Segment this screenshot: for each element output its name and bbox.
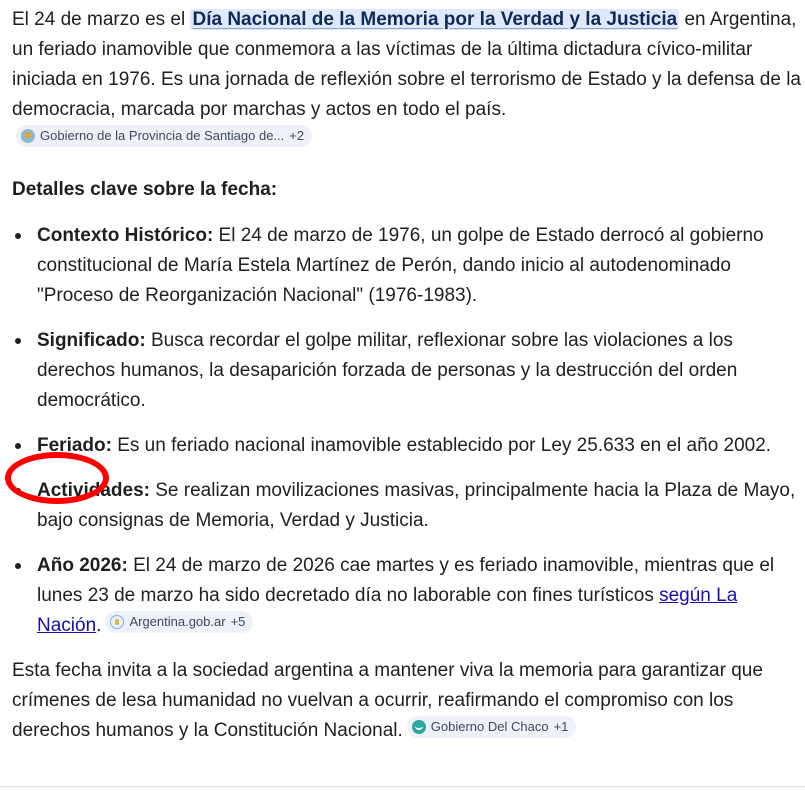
item-title: Actividades: bbox=[37, 480, 150, 501]
item-title: Contexto Histórico: bbox=[37, 225, 214, 246]
item-text: Se realizan movilizaciones masivas, principalmente hacia la Plaza de Mayo, bajo consignas de Memoria, Verdad y Justicia. bbox=[37, 480, 796, 531]
santiago-shield-icon bbox=[21, 129, 35, 143]
source-chip-santiago[interactable] bbox=[16, 125, 312, 147]
bottom-divider bbox=[0, 786, 805, 787]
item-title: Feriado: bbox=[37, 435, 112, 456]
closing-paragraph bbox=[12, 656, 802, 746]
source-chip-more: +5 bbox=[230, 614, 246, 629]
item-title: Significado: bbox=[37, 330, 146, 351]
red-annotation-circle bbox=[5, 452, 109, 504]
details-heading: Detalles clave sobre la fecha: bbox=[12, 179, 278, 200]
intro-text-before: El 24 de marzo es el bbox=[12, 9, 191, 30]
argentina-gob-icon bbox=[110, 615, 124, 629]
source-chip-label: Argentina.gob.ar bbox=[129, 614, 226, 629]
item-text: El 24 de marzo de 1976, un golpe de Estado derrocó al gobierno constitucional de María Estela Martínez de Perón, dando inicio al autodenominado "Proceso de Reorganización Nacional" (1976-1983). bbox=[37, 225, 764, 306]
source-chip-label: Gobierno Del Chaco bbox=[430, 719, 549, 734]
answer-content bbox=[12, 5, 802, 746]
item-text: El 24 de marzo de 2026 cae martes y es feriado inamovible, mientras que el lunes 23 de marzo ha sido decretado día no laborable con fines turísticos bbox=[37, 555, 775, 606]
list-item bbox=[12, 476, 802, 536]
item-title: Año 2026: bbox=[37, 555, 128, 576]
item-text: Es un feriado nacional inamovible establecido por Ley 25.633 en el año 2002. bbox=[111, 435, 772, 456]
closing-text: Esta fecha invita a la sociedad argentina a mantener viva la memoria para garantizar que crímenes de lesa humanidad no vuelvan a ocurrir, reafirmando el compromiso con los derechos humanos y la Constitución Nacional. bbox=[12, 660, 763, 741]
chaco-icon bbox=[412, 720, 426, 734]
source-chip-argentina[interactable] bbox=[105, 611, 253, 633]
la-nacion-link[interactable]: según La Nación bbox=[37, 585, 738, 636]
details-list bbox=[12, 221, 802, 641]
list-item bbox=[12, 551, 802, 641]
item-text: Busca recordar el golpe militar, reflexionar sobre las violaciones a los derechos humanos, la desaparición forzada de personas y la destrucción del orden democrático. bbox=[37, 330, 738, 411]
highlighted-term[interactable]: Día Nacional de la Memoria por la Verdad y la Justicia bbox=[192, 9, 678, 30]
intro-text-after: en Argentina, un feriado inamovible que conmemora a las víctimas de la última dictadura cívico-militar iniciada en 1976. Es una jornada de reflexión sobre el terrorismo de Estado y la defensa de la democracia, marcada por marchas y actos en todo el país. bbox=[12, 9, 801, 120]
intro-paragraph bbox=[12, 5, 802, 155]
list-item bbox=[12, 326, 802, 416]
source-chip-more: +1 bbox=[553, 719, 569, 734]
source-chip-more: +2 bbox=[289, 128, 305, 143]
list-item bbox=[12, 221, 802, 311]
source-chip-label: Gobierno de la Provincia de Santiago de... bbox=[40, 128, 285, 143]
source-chip-chaco[interactable] bbox=[407, 716, 577, 738]
item-text-end: . bbox=[96, 615, 102, 636]
list-item bbox=[12, 431, 802, 461]
